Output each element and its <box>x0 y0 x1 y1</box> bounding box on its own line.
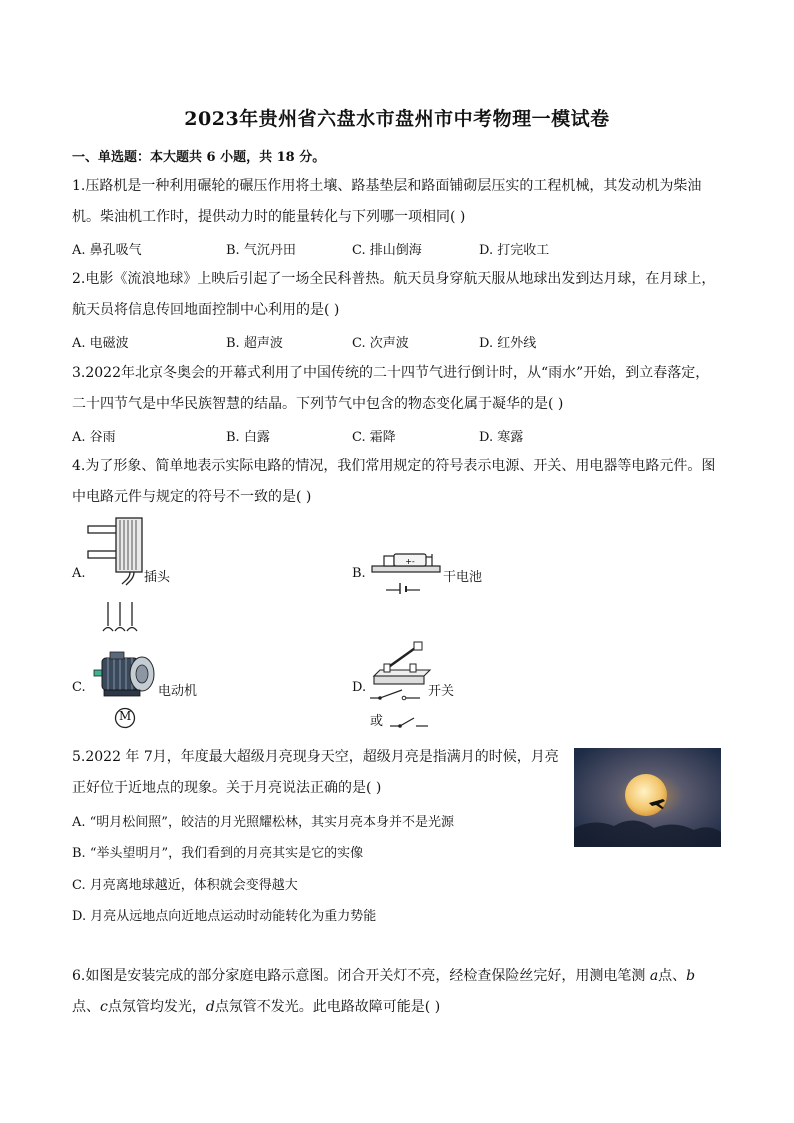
q5-stem-line1: 5.2022 年 7月，年度最大超级月亮现身天空，超级月亮是指满月的时候，月亮 <box>72 749 559 765</box>
q3-option-c: C. 霜降 <box>352 430 396 445</box>
q6-var-a: a <box>649 968 659 984</box>
q4-option-c-letter: C. <box>72 680 86 695</box>
page-title: 2023年贵州省六盘水市盘州市中考物理一模试卷 <box>184 108 610 130</box>
q1-stem-line2: 机。柴油机工作时，提供动力时的能量转化与下列哪一项相同( ) <box>72 209 466 225</box>
q5-option-b: B. “举头望明月”，我们看到的月亮其实是它的实像 <box>72 846 364 861</box>
q5-option-c: C. 月亮离地球越近，体积就会变得越大 <box>72 878 298 893</box>
q6-var-b: b <box>686 968 696 984</box>
motor-symbol-letter: M <box>119 709 132 723</box>
q6-line2-text-pre: 点、 <box>72 999 100 1015</box>
q4-option-a-letter: A. <box>72 566 86 581</box>
q4-option-b-label: 干电池 <box>443 570 483 585</box>
section-heading: 一、单选题：本大题共 6 小题，共 18 分。 <box>72 150 326 165</box>
q1-option-b: B. 气沉丹田 <box>226 243 296 258</box>
q5-option-d: D. 月亮从远地点向近地点运动时动能转化为重力势能 <box>72 909 377 924</box>
q3-option-d: D. 寒露 <box>479 430 524 445</box>
q2-stem-line1: 2.电影《流浪地球》上映后引起了一场全民科普热。航天员身穿航天服从地球出发到达月球，在月球上， <box>72 271 716 287</box>
q1-option-a: A. 鼻孔吸气 <box>72 243 142 258</box>
q4-stem-line1: 4.为了形象、简单地表示实际电路的情况，我们常用规定的符号表示电源、开关、用电器等电路元件。图 <box>72 458 716 474</box>
super-moon-photo <box>574 748 721 847</box>
q5-stem-line2: 正好位于近地点的现象。关于月亮说法正确的是( ) <box>72 780 382 796</box>
q6-stem-line1 <box>72 967 722 985</box>
q3-stem-line1: 3.2022年北京冬奥会的开幕式利用了中国传统的二十四节气进行倒计时，从“雨水”开始，到立春落定， <box>72 365 710 381</box>
q4-option-d-letter: D. <box>352 680 367 695</box>
q4-option-a-label: 插头 <box>144 570 171 585</box>
q5-option-a: A. “明月松间照”，皎洁的月光照耀松林，其实月亮本身并不是光源 <box>72 815 454 830</box>
q2-option-b: B. 超声波 <box>226 336 283 351</box>
q2-option-a: A. 电磁波 <box>72 336 129 351</box>
q2-stem-line2: 航天员将信息传回地面控制中心利用的是( ) <box>72 302 340 318</box>
dry-cell-figure <box>370 546 444 594</box>
q4-option-c-label: 电动机 <box>158 684 198 699</box>
plug-symbol <box>100 600 144 634</box>
q1-option-c: C. 排山倒海 <box>352 243 422 258</box>
q1-stem-line1: 1.压路机是一种利用碾轮的碾压作用将土壤、路基垫层和路面铺砌层压实的工程机械，其发动机为柴油 <box>72 178 702 194</box>
q4-option-b-letter: B. <box>352 566 366 581</box>
q6-line1-text-a: 6.如图是安装完成的部分家庭电路示意图。闭合开关灯不亮，经检查保险丝完好，用测电笔测 <box>72 968 650 984</box>
q6-var-d: d <box>205 999 215 1015</box>
plug-figure <box>86 514 152 586</box>
q2-option-d: D. 红外线 <box>479 336 537 351</box>
q6-line1-text-b: 点、 <box>658 968 687 984</box>
q4-option-d-label: 开关 <box>428 684 455 699</box>
q3-option-a: A. 谷雨 <box>72 430 116 445</box>
q6-stem-line2 <box>72 998 722 1016</box>
q2-option-c: C. 次声波 <box>352 336 409 351</box>
q6-line2-text-end: 点氖管不发光。此电路故障可能是( ) <box>214 999 441 1015</box>
q4-stem-line2: 中电路元件与规定的符号不一致的是( ) <box>72 489 312 505</box>
svg-text:+-: +- <box>405 557 415 566</box>
q6-line2-text-mid: 点氖管均发光， <box>107 999 206 1015</box>
q3-option-b: B. 白露 <box>226 430 270 445</box>
q1-option-d: D. 打完收工 <box>479 243 550 258</box>
q3-stem-line2: 二十四节气是中华民族智慧的结晶。下列节气中包含的物态变化属于凝华的是( ) <box>72 396 564 412</box>
q6-var-c: c <box>100 999 108 1015</box>
motor-figure <box>90 648 160 704</box>
q4-option-d-or: 或 <box>370 714 384 729</box>
